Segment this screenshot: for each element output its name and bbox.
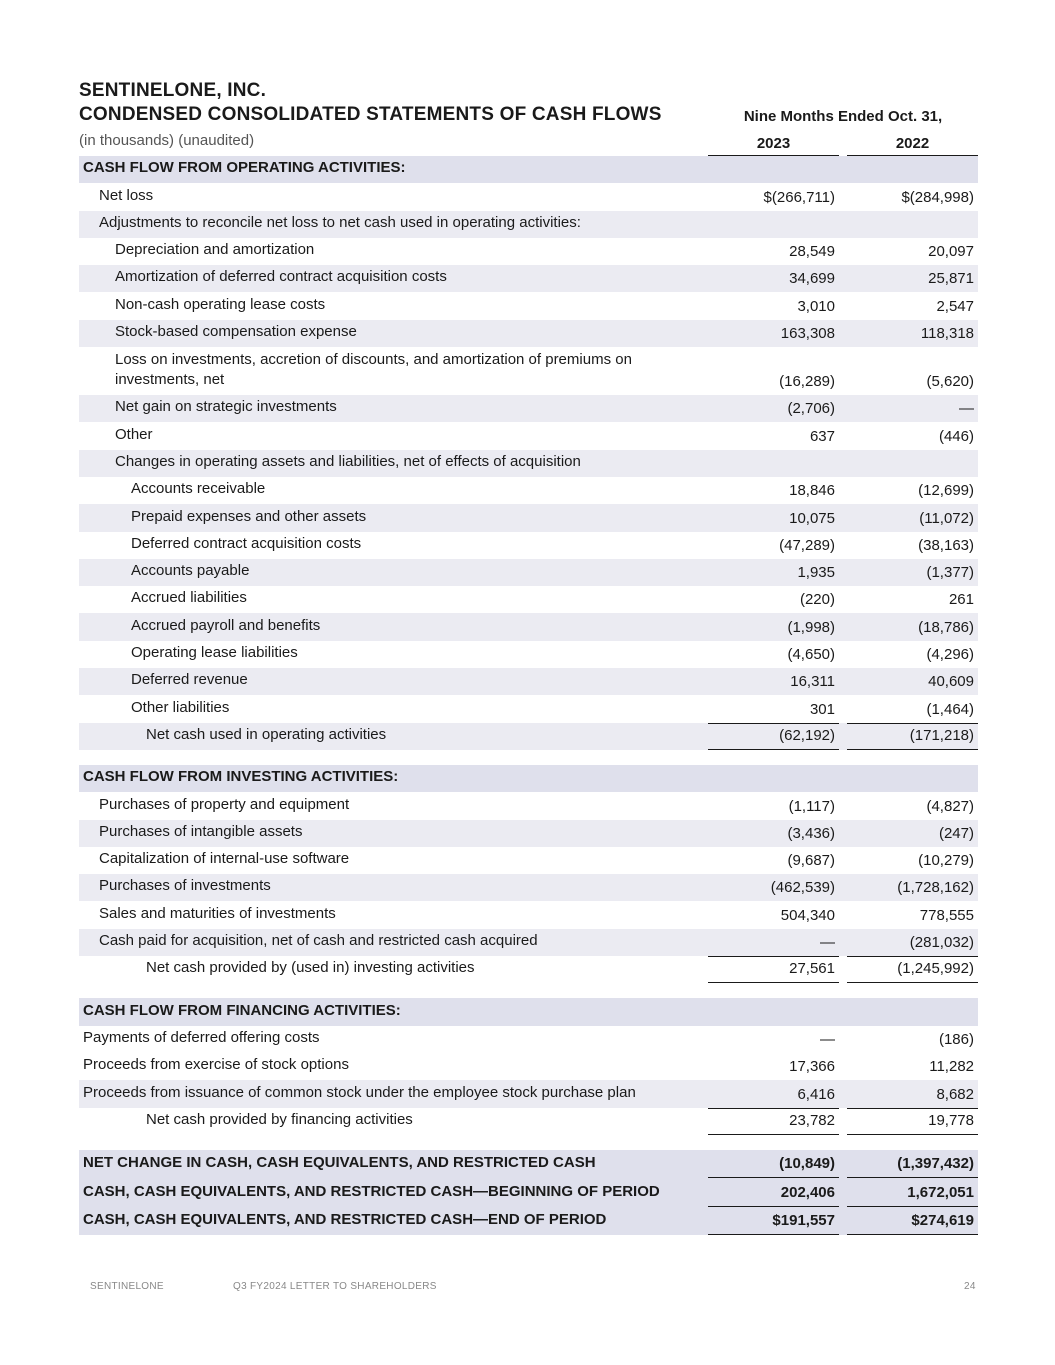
value-2023: 27,561	[708, 956, 839, 983]
value-2022: (1,245,992)	[847, 956, 978, 983]
section-row	[79, 765, 978, 792]
table-row	[79, 532, 978, 559]
row-label: Net cash provided by (used in) investing activities	[146, 959, 475, 977]
value-2023: (462,539)	[770, 879, 835, 897]
value-2022: (12,699)	[918, 482, 974, 500]
row-label: Deferred contract acquisition costs	[131, 534, 362, 552]
value-2023: $191,557	[708, 1207, 839, 1236]
table-row	[79, 641, 978, 668]
row-label: Net cash used in operating activities	[146, 725, 387, 743]
value-2022: (446)	[938, 427, 974, 445]
table-row	[79, 292, 978, 319]
table-row	[79, 956, 978, 983]
value-2023: (16,289)	[779, 373, 835, 391]
footer-brand: SENTINELONE	[90, 1281, 164, 1292]
value-2022: 118,318	[920, 325, 974, 343]
value-2022: (4,827)	[926, 797, 974, 815]
row-spacer	[79, 750, 978, 765]
row-label: Capitalization of internal-use software	[99, 850, 350, 868]
statement-title: CONDENSED CONSOLIDATED STATEMENTS OF CASH FLOWS	[79, 104, 662, 125]
value-2023: 18,846	[789, 482, 835, 500]
value-2023	[708, 211, 839, 238]
row-label: Proceeds from issuance of common stock under the employee stock purchase plan	[83, 1083, 636, 1101]
value-2022: $274,619	[847, 1207, 978, 1236]
value-2023: —	[820, 934, 835, 952]
value-2022: (18,786)	[918, 618, 974, 636]
table-row	[79, 347, 978, 395]
table-row	[79, 1053, 978, 1080]
value-2023: 301	[809, 700, 835, 718]
section-row	[79, 1150, 978, 1179]
table-row	[79, 1026, 978, 1053]
value-2022: (1,377)	[926, 564, 974, 582]
table-row	[79, 450, 978, 477]
table-row	[79, 477, 978, 504]
row-label: Prepaid expenses and other assets	[131, 507, 367, 525]
footer-page-number: 24	[964, 1281, 976, 1292]
value-2022	[847, 765, 978, 792]
value-2022: (171,218)	[847, 723, 978, 750]
value-2023: 34,699	[789, 270, 835, 288]
table-row	[79, 901, 978, 928]
table-row	[79, 695, 978, 722]
row-label: NET CHANGE IN CASH, CASH EQUIVALENTS, AND RESTRICTED CASH	[83, 1154, 596, 1172]
period-header: Nine Months Ended Oct. 31,	[743, 108, 943, 125]
value-2023: (3,436)	[787, 824, 835, 842]
value-2022: 40,609	[928, 673, 974, 691]
row-label: Accrued payroll and benefits	[131, 616, 321, 634]
value-2022: (1,397,432)	[847, 1150, 978, 1179]
value-2023: 637	[809, 427, 835, 445]
value-2022: (10,279)	[918, 852, 974, 870]
row-label: Other	[115, 425, 153, 443]
section-row	[79, 1178, 978, 1207]
value-2022	[847, 211, 978, 238]
row-label: Non-cash operating lease costs	[115, 295, 326, 313]
section-row	[79, 998, 978, 1025]
row-label: Net cash provided by financing activities	[146, 1110, 413, 1128]
year-header-2023: 2023	[708, 134, 839, 156]
row-label: Accounts receivable	[131, 480, 266, 498]
row-label: Amortization of deferred contract acquisition costs	[115, 268, 447, 286]
table-row	[79, 847, 978, 874]
row-label: Depreciation and amortization	[115, 241, 315, 259]
row-label: Payments of deferred offering costs	[83, 1028, 320, 1046]
table-row	[79, 929, 978, 956]
table-row	[79, 183, 978, 210]
row-label: Purchases of investments	[99, 877, 271, 895]
value-2022	[847, 156, 978, 183]
table-row	[79, 792, 978, 819]
row-label: CASH FLOW FROM FINANCING ACTIVITIES:	[83, 1001, 401, 1019]
value-2022: (5,620)	[926, 373, 974, 391]
value-2022	[847, 998, 978, 1025]
units-note: (in thousands) (unaudited)	[79, 132, 255, 149]
value-2023: 202,406	[708, 1178, 839, 1207]
company-name: SENTINELONE, INC.	[79, 80, 267, 101]
value-2023: (2,706)	[787, 400, 835, 418]
row-label: CASH, CASH EQUIVALENTS, AND RESTRICTED CASH—BEGINNING OF PERIOD	[83, 1182, 660, 1200]
row-label: Stock-based compensation expense	[115, 323, 357, 341]
table-row	[79, 668, 978, 695]
value-2023: 3,010	[797, 297, 835, 315]
value-2022: (186)	[938, 1030, 974, 1048]
year-header-2022: 2022	[847, 134, 978, 156]
value-2022: 261	[948, 591, 974, 609]
value-2022: (1,728,162)	[897, 879, 974, 897]
footer-document: Q3 FY2024 LETTER TO SHAREHOLDERS	[233, 1281, 437, 1292]
row-label: Deferred revenue	[131, 671, 248, 689]
row-label: Accounts payable	[131, 562, 250, 580]
value-2023: (4,650)	[787, 646, 835, 664]
table-row	[79, 586, 978, 613]
value-2023: 6,416	[797, 1085, 835, 1103]
value-2022: —	[959, 400, 974, 418]
section-row	[79, 156, 978, 183]
row-label: CASH FLOW FROM OPERATING ACTIVITIES:	[83, 159, 406, 177]
row-label: Proceeds from exercise of stock options	[83, 1056, 349, 1074]
value-2022: 2,547	[936, 297, 974, 315]
value-2023	[708, 156, 839, 183]
row-label: Operating lease liabilities	[131, 644, 298, 662]
value-2023: 28,549	[789, 243, 835, 261]
value-2022: $(284,998)	[901, 188, 974, 206]
table-row	[79, 265, 978, 292]
value-2023: (47,289)	[779, 536, 835, 554]
value-2023: 10,075	[789, 509, 835, 527]
table-row	[79, 1080, 978, 1107]
value-2022: 1,672,051	[847, 1178, 978, 1207]
value-2023: 1,935	[797, 564, 835, 582]
value-2023: (10,849)	[708, 1150, 839, 1179]
value-2023: (62,192)	[708, 723, 839, 750]
value-2022: 778,555	[919, 906, 974, 924]
table-row	[79, 613, 978, 640]
value-2022: (38,163)	[918, 536, 974, 554]
row-label: Changes in operating assets and liabilities, net of effects of acquisition	[115, 452, 581, 470]
value-2023: (220)	[799, 591, 835, 609]
row-label: Net loss	[99, 186, 154, 204]
value-2022: 8,682	[936, 1085, 974, 1103]
table-row	[79, 211, 978, 238]
value-2022: (4,296)	[926, 646, 974, 664]
table-row	[79, 559, 978, 586]
row-label: Cash paid for acquisition, net of cash and restricted cash acquired	[99, 932, 538, 950]
value-2022: 19,778	[847, 1108, 978, 1135]
value-2023: 504,340	[780, 906, 835, 924]
value-2023: 163,308	[780, 325, 835, 343]
value-2022: 20,097	[928, 243, 974, 261]
row-label: Net gain on strategic investments	[115, 398, 337, 416]
value-2023: 17,366	[789, 1058, 835, 1076]
value-2023: (1,117)	[788, 797, 835, 815]
row-spacer	[79, 983, 978, 998]
row-label: Purchases of intangible assets	[99, 822, 303, 840]
row-spacer	[79, 1135, 978, 1150]
table-row	[79, 723, 978, 750]
row-label: Sales and maturities of investments	[99, 904, 336, 922]
value-2022: 11,282	[929, 1058, 974, 1076]
table-row	[79, 874, 978, 901]
value-2023: 23,782	[708, 1108, 839, 1135]
cash-flow-table	[79, 156, 978, 1235]
table-row	[79, 1108, 978, 1135]
value-2023: —	[820, 1030, 835, 1048]
value-2023	[708, 765, 839, 792]
value-2022: (11,072)	[919, 509, 974, 527]
table-row	[79, 820, 978, 847]
value-2023: 16,311	[790, 673, 835, 691]
value-2023: (1,998)	[787, 618, 835, 636]
row-label: Loss on investments, accretion of discounts, and amortization of premiums on investments, net	[115, 351, 632, 389]
row-label: Other liabilities	[131, 698, 230, 716]
table-row	[79, 238, 978, 265]
row-label: CASH, CASH EQUIVALENTS, AND RESTRICTED CASH—END OF PERIOD	[83, 1211, 607, 1229]
value-2022: 25,871	[928, 270, 974, 288]
table-row	[79, 504, 978, 531]
row-label: CASH FLOW FROM INVESTING ACTIVITIES:	[83, 768, 399, 786]
value-2023	[708, 998, 839, 1025]
value-2023: (9,687)	[787, 852, 835, 870]
value-2022	[847, 450, 978, 477]
value-2023: $(266,711)	[763, 188, 835, 206]
table-row	[79, 320, 978, 347]
value-2022: (281,032)	[909, 934, 974, 952]
value-2022: (247)	[938, 824, 974, 842]
row-label: Purchases of property and equipment	[99, 795, 350, 813]
row-label: Accrued liabilities	[131, 589, 247, 607]
value-2023	[708, 450, 839, 477]
row-label: Adjustments to reconcile net loss to net cash used in operating activities:	[99, 213, 581, 231]
value-2022: (1,464)	[926, 700, 974, 718]
table-row	[79, 395, 978, 422]
table-row	[79, 422, 978, 449]
section-row	[79, 1207, 978, 1236]
